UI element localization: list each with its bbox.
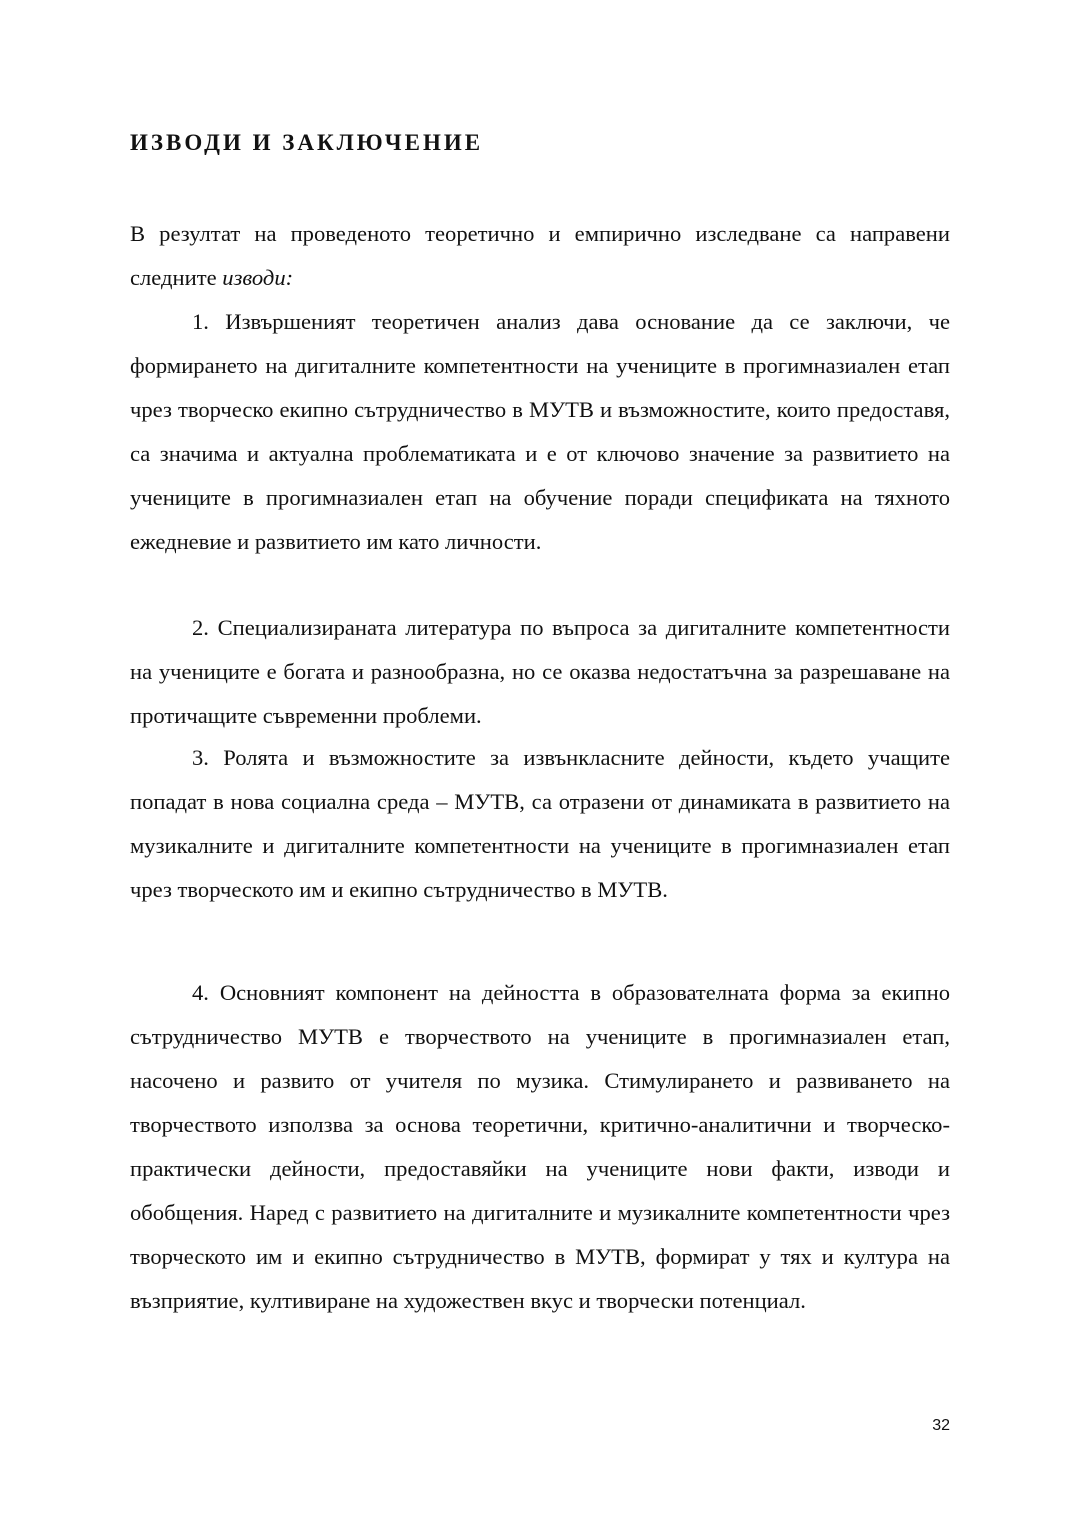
intro-text: В резултат на проведеното теоретично и емпирично изследване са направени следните — [130, 221, 950, 290]
intro-paragraph — [130, 212, 950, 300]
section-heading: ИЗВОДИ И ЗАКЛЮЧЕНИЕ — [130, 130, 484, 155]
conclusion-item-1: 1. Извършеният теоретичен анализ дава основание да се заключи, че формирането на дигиталните компетентности на учениците в прогимназиален етап чрез творческо екипно сътрудничество в МУТВ и възможностите, които предоставя, са значима и актуална проблематиката и е от ключово значение за развитието на учениците в прогимназиален етап на обучение поради спецификата на тяхното ежедневие и развитието им като личности. — [130, 309, 950, 554]
conclusion-item-4: 4. Основният компонент на дейността в образователната форма за екипно сътрудничество МУТВ е творчеството на учениците в прогимназиален етап, насочено и развито от учителя по музика. Стимулирането и развиването на творчеството използва за основа теоретични, критично-аналитични и творческо-практически дейности, предоставяйки на учениците нови факти, изводи и обобщения. Наред с развитието на дигиталните и музикалните компетентности чрез творческото им и екипно сътрудничество в МУТВ, формират у тях и култура на възприятие, култивиране на художествен вкус и творчески потенциал. — [130, 980, 950, 1313]
conclusion-item-3: 3. Ролята и възможностите за извънкласните дейности, където учащите попадат в нова социална среда – МУТВ, са отразени от динамиката в развитието на музикалните и дигиталните компетентности на учениците в прогимназиален етап чрез творческото им и екипно сътрудничество в МУТВ. — [130, 745, 950, 902]
intro-emphasis: изводи: — [222, 265, 294, 290]
page-number: 32 — [932, 1417, 950, 1434]
conclusion-item-2: 2. Специализираната литература по въпроса за дигиталните компетентности на учениците е богата и разнообразна, но се оказва недостатъчна за разрешаване на протичащите съвременни проблеми. — [130, 615, 950, 728]
